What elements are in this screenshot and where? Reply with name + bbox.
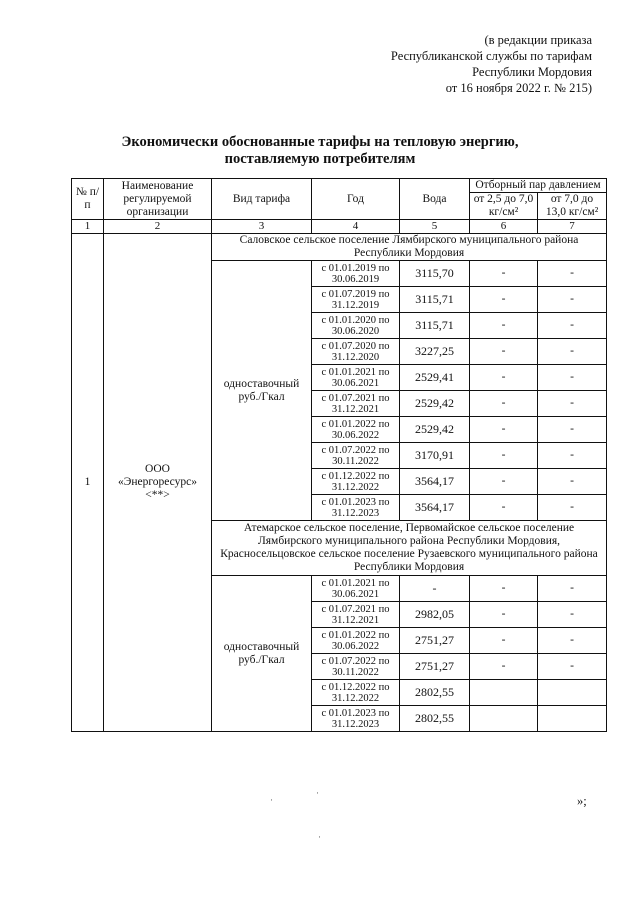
steam-high-tariff-cell: - [538, 417, 607, 443]
steam-high-tariff-cell: - [538, 495, 607, 521]
steam-low-tariff-cell: - [470, 287, 538, 313]
column-number: 3 [212, 220, 312, 234]
steam-low-tariff-cell: - [470, 495, 538, 521]
amendment-note-line: Республиканской службы по тарифам [390, 49, 592, 63]
column-number: 2 [104, 220, 212, 234]
region-row [72, 234, 607, 261]
tariff-type: одноставочный руб./Гкал [212, 576, 312, 732]
water-tariff-cell: 2529,42 [400, 391, 470, 417]
header-num: № п/п [72, 179, 104, 220]
header-water: Вода [400, 179, 470, 220]
steam-low-tariff-cell: - [470, 443, 538, 469]
region-name: Атемарское сельское поселение, Первомайское сельское поселение Лямбирского муниципального района Республики Мордовия, Красносельцовское сельское поселение Рузаевского муниципального района Республики Мордовия [212, 521, 607, 576]
amendment-note [391, 32, 592, 96]
water-tariff-cell: 3170,91 [400, 443, 470, 469]
steam-high-tariff-cell: - [538, 576, 607, 602]
title-line-2: поставляемую потребителям [224, 151, 416, 167]
column-number: 7 [538, 220, 607, 234]
column-number: 4 [312, 220, 400, 234]
steam-high-tariff-cell: - [538, 261, 607, 287]
header-steam: Отборный пар давлением [470, 179, 607, 193]
header-org: Наименование регулируемой организации [104, 179, 212, 220]
steam-high-tariff-cell: - [538, 365, 607, 391]
water-tariff-cell: 2982,05 [400, 602, 470, 628]
period-cell: с 01.01.2021 по 30.06.2021 [312, 365, 400, 391]
tariff-table [71, 178, 607, 732]
period-cell: с 01.07.2022 по 30.11.2022 [312, 443, 400, 469]
column-number: 5 [400, 220, 470, 234]
steam-high-tariff-cell: - [538, 313, 607, 339]
period-cell: с 01.01.2022 по 30.06.2022 [312, 417, 400, 443]
closing-quote: »; [577, 794, 587, 808]
steam-low-tariff-cell: - [470, 469, 538, 495]
header-year: Год [312, 179, 400, 220]
steam-low-tariff-cell: - [470, 365, 538, 391]
steam-low-tariff-cell: - [470, 576, 538, 602]
steam-high-tariff-cell: - [538, 469, 607, 495]
steam-high-tariff-cell: - [538, 339, 607, 365]
steam-high-tariff-cell: - [538, 602, 607, 628]
water-tariff-cell: 3564,17 [400, 469, 470, 495]
water-tariff-cell: 2751,27 [400, 628, 470, 654]
period-cell: с 01.07.2019 по 31.12.2019 [312, 287, 400, 313]
amendment-note-line: (в редакции приказа [484, 33, 592, 47]
steam-low-tariff-cell: - [470, 654, 538, 680]
amendment-note-line: Республики Мордовия [472, 65, 592, 79]
steam-high-tariff-cell: - [538, 391, 607, 417]
water-tariff-cell: 2802,55 [400, 680, 470, 706]
title-line-1: Экономически обоснованные тарифы на тепловую энергию, [121, 134, 519, 150]
steam-low-tariff-cell: - [470, 602, 538, 628]
water-tariff-cell: 2529,41 [400, 365, 470, 391]
steam-high-tariff-cell: - [538, 654, 607, 680]
amendment-note-line: от 16 ноября 2022 г. № 215) [445, 81, 592, 95]
column-number-row [72, 220, 607, 234]
header-steam-high: от 7,0 до 13,0 кг/см² [538, 193, 607, 220]
water-tariff-cell: 3227,25 [400, 339, 470, 365]
steam-low-tariff-cell: - [470, 417, 538, 443]
scan-speck: · [318, 832, 321, 842]
steam-low-tariff-cell [470, 706, 538, 732]
header-steam-low: от 2,5 до 7,0 кг/см² [470, 193, 538, 220]
steam-low-tariff-cell: - [470, 628, 538, 654]
water-tariff-cell: 3564,17 [400, 495, 470, 521]
steam-high-tariff-cell: - [538, 443, 607, 469]
region-name: Саловское сельское поселение Лямбирского муниципального района Республики Мордовия [212, 234, 607, 261]
water-tariff-cell: 2529,42 [400, 417, 470, 443]
steam-low-tariff-cell: - [470, 339, 538, 365]
water-tariff-cell: 2802,55 [400, 706, 470, 732]
period-cell: с 01.01.2019 по 30.06.2019 [312, 261, 400, 287]
organization-name: ООО «Энергоресурс» <**> [104, 234, 212, 732]
steam-high-tariff-cell: - [538, 628, 607, 654]
period-cell: с 01.07.2021 по 31.12.2021 [312, 391, 400, 417]
water-tariff-cell: 3115,71 [400, 313, 470, 339]
tariff-type: одноставочный руб./Гкал [212, 261, 312, 521]
column-number: 1 [72, 220, 104, 234]
water-tariff-cell: 3115,70 [400, 261, 470, 287]
water-tariff-cell: 3115,71 [400, 287, 470, 313]
steam-high-tariff-cell [538, 680, 607, 706]
period-cell: с 01.07.2021 по 31.12.2021 [312, 602, 400, 628]
header-row [72, 179, 607, 193]
scan-speck: · [270, 795, 273, 805]
steam-high-tariff-cell: - [538, 287, 607, 313]
row-number: 1 [72, 234, 104, 732]
period-cell: с 01.12.2022 по 31.12.2022 [312, 680, 400, 706]
period-cell: с 01.01.2022 по 30.06.2022 [312, 628, 400, 654]
period-cell: с 01.07.2020 по 31.12.2020 [312, 339, 400, 365]
period-cell: с 01.01.2023 по 31.12.2023 [312, 706, 400, 732]
period-cell: с 01.12.2022 по 31.12.2022 [312, 469, 400, 495]
period-cell: с 01.01.2021 по 30.06.2021 [312, 576, 400, 602]
steam-low-tariff-cell: - [470, 313, 538, 339]
scan-speck: · [316, 788, 319, 798]
steam-low-tariff-cell: - [470, 261, 538, 287]
period-cell: с 01.07.2022 по 30.11.2022 [312, 654, 400, 680]
period-cell: с 01.01.2023 по 31.12.2023 [312, 495, 400, 521]
water-tariff-cell: - [400, 576, 470, 602]
water-tariff-cell: 2751,27 [400, 654, 470, 680]
header-tariff-type: Вид тарифа [212, 179, 312, 220]
steam-high-tariff-cell [538, 706, 607, 732]
document-title [0, 134, 640, 168]
column-number: 6 [470, 220, 538, 234]
period-cell: с 01.01.2020 по 30.06.2020 [312, 313, 400, 339]
steam-low-tariff-cell [470, 680, 538, 706]
steam-low-tariff-cell: - [470, 391, 538, 417]
